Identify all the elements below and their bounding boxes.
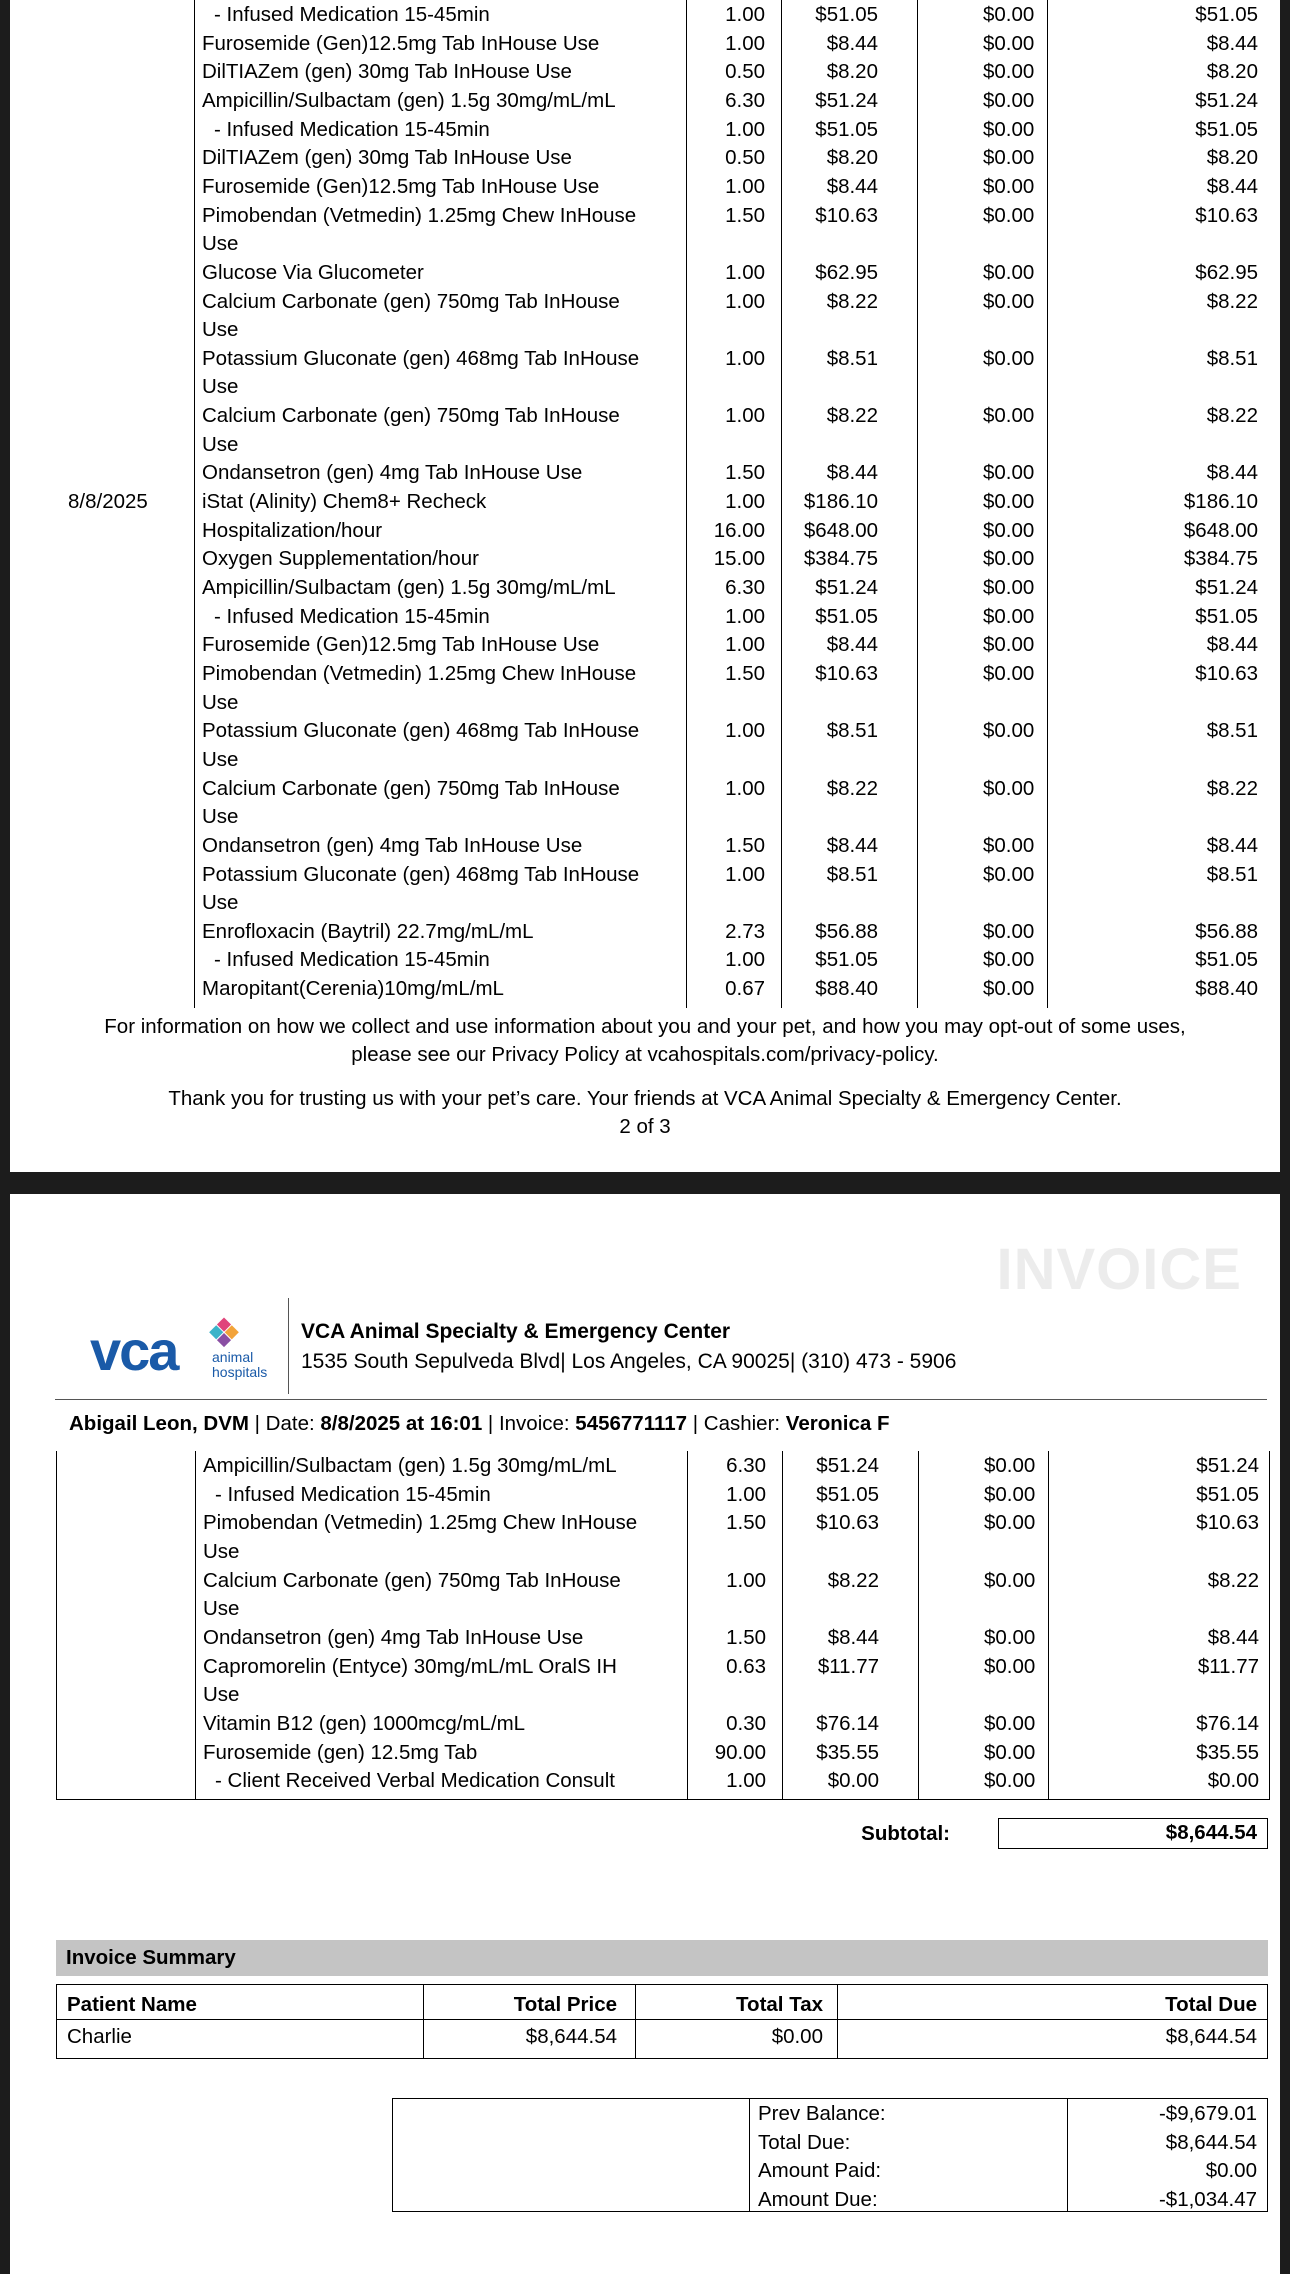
line-item-quantity: 1.00 bbox=[725, 117, 765, 141]
line-item-price: $8.22 bbox=[827, 1568, 879, 1592]
line-item-total: $8.20 bbox=[1206, 60, 1258, 84]
line-item-quantity: 1.00 bbox=[725, 260, 765, 284]
line-item-total: $51.24 bbox=[1196, 1454, 1259, 1477]
line-item-total: $186.10 bbox=[1183, 490, 1258, 514]
line-item-description: Furosemide (Gen)12.5mg Tab InHouse Use bbox=[202, 633, 600, 657]
line-item-price: $35.55 bbox=[816, 1740, 879, 1764]
line-item-description: DilTIAZem (gen) 30mg Tab InHouse Use bbox=[202, 146, 572, 170]
line-item-price: $76.14 bbox=[816, 1711, 879, 1735]
line-item-quantity: 1.00 bbox=[726, 1568, 766, 1592]
line-item-description: Ampicillin/Sulbactam (gen) 1.5g 30mg/mL/mL bbox=[202, 576, 616, 599]
line-item-description: Pimobendan (Vetmedin) 1.25mg Chew InHouse bbox=[203, 1511, 638, 1535]
line-item-description: Use bbox=[202, 805, 239, 829]
line-item-tax: $0.00 bbox=[983, 661, 1035, 685]
line-item-total: $51.05 bbox=[1195, 948, 1258, 972]
line-item-description: Pimobendan (Vetmedin) 1.25mg Chew InHouse bbox=[202, 661, 637, 685]
line-item-price: $10.63 bbox=[816, 1511, 879, 1535]
line-item-description: Calcium Carbonate (gen) 750mg Tab InHouse bbox=[203, 1568, 621, 1592]
line-item-tax: $0.00 bbox=[983, 146, 1035, 170]
line-item-description: Calcium Carbonate (gen) 750mg Tab InHouse bbox=[202, 776, 620, 800]
line-item-tax: $0.00 bbox=[984, 1482, 1036, 1506]
line-item-quantity: 0.50 bbox=[725, 146, 765, 170]
line-item-tax: $0.00 bbox=[984, 1740, 1036, 1764]
column-divider bbox=[687, 1451, 688, 1799]
line-item-quantity: 6.30 bbox=[725, 88, 765, 112]
column-divider bbox=[1047, 0, 1048, 1008]
summary-col-divider bbox=[837, 1985, 838, 2058]
summary-total-price: $8,644.54 bbox=[525, 2025, 617, 2048]
line-item-tax: $0.00 bbox=[983, 289, 1035, 313]
vca-logo bbox=[90, 1302, 280, 1382]
line-item-tax: $0.00 bbox=[983, 203, 1035, 227]
line-item-total: $8.44 bbox=[1207, 1625, 1259, 1649]
line-item-tax: $0.00 bbox=[983, 977, 1035, 1001]
invoice-info-line bbox=[69, 1412, 889, 1436]
cutoff-text-fragment bbox=[70, 2232, 76, 2256]
line-item-price: $8.44 bbox=[826, 633, 878, 657]
line-item-quantity: 1.00 bbox=[725, 346, 765, 370]
line-item-quantity: 1.00 bbox=[725, 289, 765, 313]
invoice-page-2 bbox=[10, 0, 1280, 1172]
balance-label: Prev Balance: bbox=[758, 2102, 886, 2125]
invoice-number: 5456771117 bbox=[575, 1412, 688, 1435]
line-item-total: $8.22 bbox=[1207, 1568, 1259, 1592]
line-item-tax: $0.00 bbox=[983, 260, 1035, 284]
line-item-tax: $0.00 bbox=[983, 604, 1035, 628]
line-item-total: $0.00 bbox=[1207, 1769, 1259, 1793]
thank-you-note: Thank you for trusting us with your pet’s care. Your friends at VCA Animal Specialty & Emergency Center. bbox=[168, 1087, 1122, 1110]
line-item-tax: $0.00 bbox=[983, 404, 1035, 428]
line-item-description: Ondansetron (gen) 4mg Tab InHouse Use bbox=[202, 833, 583, 857]
line-item-description: - Infused Medication 15-45min bbox=[202, 603, 490, 632]
invoice-summary-title: Invoice Summary bbox=[56, 1940, 1268, 1976]
svg-text:animal: animal bbox=[212, 1349, 254, 1365]
line-item-price: $8.44 bbox=[827, 1625, 879, 1649]
line-item-quantity: 1.00 bbox=[725, 862, 765, 886]
line-item-price: $8.22 bbox=[826, 404, 878, 428]
line-item-quantity: 0.50 bbox=[725, 60, 765, 84]
line-item-tax: $0.00 bbox=[983, 490, 1035, 514]
line-item-tax: $0.00 bbox=[983, 31, 1035, 55]
summary-total-due: $8,644.54 bbox=[1165, 2025, 1257, 2048]
line-item-description: Use bbox=[202, 432, 239, 456]
line-item-total: $8.44 bbox=[1206, 31, 1258, 55]
line-item-description: Use bbox=[203, 1539, 240, 1563]
line-item-price: $10.63 bbox=[815, 661, 878, 685]
line-item-price: $8.22 bbox=[826, 289, 878, 313]
line-item-description: Capromorelin (Entyce) 30mg/mL/mL OralS IH bbox=[203, 1654, 617, 1678]
line-item-total: $8.51 bbox=[1206, 862, 1258, 886]
line-item-tax: $0.00 bbox=[984, 1454, 1036, 1477]
line-item-description: Ondansetron (gen) 4mg Tab InHouse Use bbox=[202, 461, 583, 485]
line-item-date: 8/8/2025 bbox=[68, 490, 148, 514]
balance-col-divider bbox=[1067, 2099, 1068, 2211]
line-item-price: $51.05 bbox=[815, 604, 878, 628]
line-item-price: $88.40 bbox=[815, 977, 878, 1001]
summary-col-divider bbox=[423, 1985, 424, 2058]
line-item-total: $62.95 bbox=[1195, 260, 1258, 284]
line-item-tax: $0.00 bbox=[983, 117, 1035, 141]
line-item-quantity: 1.00 bbox=[725, 719, 765, 743]
line-item-tax: $0.00 bbox=[983, 576, 1035, 599]
page-number: 2 of 3 bbox=[619, 1115, 671, 1138]
invoice-number-label: | Invoice: bbox=[482, 1412, 576, 1435]
line-item-tax: $0.00 bbox=[983, 518, 1035, 542]
invoice-date: 8/8/2025 at 16:01 bbox=[320, 1412, 483, 1435]
summary-header-due: Total Due bbox=[1165, 1993, 1257, 2016]
line-item-description: - Infused Medication 15-45min bbox=[203, 1481, 491, 1510]
line-item-description: - Infused Medication 15-45min bbox=[202, 116, 490, 145]
line-item-tax: $0.00 bbox=[983, 547, 1035, 571]
line-item-description: - Client Received Verbal Medication Consult bbox=[203, 1767, 615, 1796]
balance-label: Total Due: bbox=[758, 2130, 851, 2154]
line-item-quantity: 0.63 bbox=[726, 1654, 766, 1678]
line-item-price: $8.51 bbox=[826, 346, 878, 370]
privacy-notice: For information on how we collect and use information about you and your pet, and how you may opt-out of some uses, bbox=[104, 1015, 1186, 1038]
line-item-price: $51.05 bbox=[816, 1482, 879, 1506]
line-item-description: Use bbox=[202, 747, 239, 771]
clinic-name: VCA Animal Specialty & Emergency Center bbox=[301, 1320, 731, 1343]
line-items-table bbox=[10, 0, 1280, 1008]
svg-text:vca: vca bbox=[90, 1319, 178, 1382]
column-divider bbox=[918, 1451, 919, 1799]
line-item-price: $51.05 bbox=[815, 948, 878, 972]
column-divider bbox=[194, 0, 195, 1008]
line-item-description: Calcium Carbonate (gen) 750mg Tab InHouse bbox=[202, 404, 620, 428]
line-item-price: $8.44 bbox=[826, 174, 878, 198]
line-item-total: $56.88 bbox=[1195, 919, 1258, 943]
line-item-total: $51.05 bbox=[1195, 3, 1258, 26]
line-item-price: $56.88 bbox=[815, 919, 878, 943]
balance-value: $8,644.54 bbox=[1165, 2130, 1257, 2154]
line-item-quantity: 1.00 bbox=[725, 604, 765, 628]
line-item-tax: $0.00 bbox=[983, 346, 1035, 370]
subtotal-label: Subtotal: bbox=[861, 1822, 950, 1845]
line-item-description: Ampicillin/Sulbactam (gen) 1.5g 30mg/mL/mL bbox=[202, 88, 616, 112]
line-item-quantity: 1.00 bbox=[725, 490, 765, 514]
header-divider bbox=[288, 1298, 289, 1394]
line-item-quantity: 1.50 bbox=[726, 1511, 766, 1535]
line-item-total: $51.05 bbox=[1196, 1482, 1259, 1506]
header-rule bbox=[55, 1399, 1267, 1400]
line-item-tax: $0.00 bbox=[983, 3, 1035, 26]
line-item-description: Potassium Gluconate (gen) 468mg Tab InHouse bbox=[202, 346, 640, 370]
line-item-price: $186.10 bbox=[803, 490, 878, 514]
line-item-total: $51.05 bbox=[1195, 117, 1258, 141]
balance-value: -$9,679.01 bbox=[1158, 2102, 1257, 2125]
line-item-total: $10.63 bbox=[1195, 661, 1258, 685]
line-item-description: Use bbox=[203, 1597, 240, 1621]
line-item-tax: $0.00 bbox=[983, 833, 1035, 857]
line-item-total: $88.40 bbox=[1195, 977, 1258, 1001]
line-item-description: Furosemide (Gen)12.5mg Tab InHouse Use bbox=[202, 174, 600, 198]
column-divider bbox=[195, 1451, 196, 1799]
column-divider bbox=[782, 1451, 783, 1799]
cashier-name: Veronica F bbox=[785, 1412, 890, 1435]
line-item-total: $8.51 bbox=[1206, 719, 1258, 743]
line-item-price: $8.44 bbox=[826, 31, 878, 55]
subtotal-value: $8,644.54 bbox=[998, 1818, 1268, 1849]
line-item-quantity: 1.50 bbox=[725, 661, 765, 685]
line-item-tax: $0.00 bbox=[983, 174, 1035, 198]
clinic-address: 1535 South Sepulveda Blvd| Los Angeles, CA 90025| (310) 473 - 5906 bbox=[301, 1350, 957, 1373]
line-item-description: Hospitalization/hour bbox=[202, 518, 383, 542]
invoice-watermark: INVOICE bbox=[996, 1237, 1242, 1302]
summary-col-divider bbox=[635, 1985, 636, 2058]
balance-label: Amount Due: bbox=[758, 2187, 878, 2211]
svg-text:hospitals: hospitals bbox=[212, 1364, 268, 1380]
line-item-quantity: 1.00 bbox=[725, 633, 765, 657]
line-item-quantity: 2.73 bbox=[725, 919, 765, 943]
balance-col-divider bbox=[749, 2099, 750, 2211]
line-item-price: $8.51 bbox=[826, 862, 878, 886]
line-item-tax: $0.00 bbox=[983, 919, 1035, 943]
line-item-price: $51.24 bbox=[816, 1454, 879, 1477]
column-divider bbox=[1048, 1451, 1049, 1799]
line-item-quantity: 0.30 bbox=[726, 1711, 766, 1735]
summary-header-tax: Total Tax bbox=[736, 1993, 823, 2016]
line-item-description: Use bbox=[202, 690, 239, 714]
line-item-quantity: 16.00 bbox=[713, 518, 765, 542]
line-item-description: Use bbox=[202, 232, 239, 256]
line-item-quantity: 6.30 bbox=[725, 576, 765, 599]
line-item-quantity: 0.67 bbox=[725, 977, 765, 1001]
line-item-quantity: 1.00 bbox=[725, 404, 765, 428]
vca-logo-icon bbox=[90, 1302, 280, 1382]
line-item-price: $8.44 bbox=[826, 833, 878, 857]
line-item-price: $51.24 bbox=[815, 88, 878, 112]
balance-value: -$1,034.47 bbox=[1158, 2187, 1257, 2211]
line-item-quantity: 1.00 bbox=[725, 948, 765, 972]
invoice-summary-table bbox=[56, 1984, 1268, 2059]
line-item-tax: $0.00 bbox=[984, 1654, 1036, 1678]
line-item-price: $8.44 bbox=[826, 461, 878, 485]
line-item-description: Calcium Carbonate (gen) 750mg Tab InHouse bbox=[202, 289, 620, 313]
line-item-total: $8.44 bbox=[1206, 633, 1258, 657]
column-divider bbox=[917, 0, 918, 1008]
line-item-description: - Infused Medication 15-45min bbox=[202, 1, 490, 30]
line-item-total: $8.22 bbox=[1206, 404, 1258, 428]
invoice-page-3 bbox=[10, 1194, 1280, 2274]
line-item-quantity: 1.50 bbox=[725, 203, 765, 227]
line-item-quantity: 1.00 bbox=[725, 174, 765, 198]
balance-box bbox=[392, 2098, 1268, 2212]
line-item-description: Ampicillin/Sulbactam (gen) 1.5g 30mg/mL/mL bbox=[203, 1454, 617, 1477]
line-item-total: $384.75 bbox=[1183, 547, 1258, 571]
line-item-quantity: 1.00 bbox=[726, 1482, 766, 1506]
doctor-name: Abigail Leon, DVM bbox=[69, 1412, 249, 1435]
privacy-notice-url: please see our Privacy Policy at vcahospitals.com/privacy-policy. bbox=[351, 1043, 939, 1066]
line-item-total: $8.44 bbox=[1206, 174, 1258, 198]
line-item-price: $62.95 bbox=[815, 260, 878, 284]
line-item-total: $11.77 bbox=[1197, 1654, 1259, 1678]
line-item-price: $0.00 bbox=[827, 1769, 879, 1793]
line-item-quantity: 15.00 bbox=[713, 547, 765, 571]
line-item-price: $51.05 bbox=[815, 3, 878, 26]
line-item-price: $51.24 bbox=[815, 576, 878, 599]
line-item-description: Use bbox=[202, 318, 239, 342]
line-item-total: $8.51 bbox=[1206, 346, 1258, 370]
summary-row-divider bbox=[57, 2019, 1267, 2020]
cashier-label: | Cashier: bbox=[687, 1412, 786, 1435]
line-item-description: Potassium Gluconate (gen) 468mg Tab InHouse bbox=[202, 862, 640, 886]
line-item-total: $8.22 bbox=[1206, 289, 1258, 313]
line-item-price: $11.77 bbox=[817, 1654, 879, 1678]
line-items-table bbox=[56, 1451, 1270, 1800]
line-item-description: Maropitant(Cerenia)10mg/mL/mL bbox=[202, 977, 504, 1001]
line-item-price: $8.51 bbox=[826, 719, 878, 743]
line-item-quantity: 6.30 bbox=[726, 1454, 766, 1477]
column-divider bbox=[781, 0, 782, 1008]
line-item-total: $648.00 bbox=[1183, 518, 1258, 542]
line-item-total: $51.24 bbox=[1195, 576, 1258, 599]
line-item-quantity: 1.00 bbox=[726, 1769, 766, 1793]
line-item-total: $8.22 bbox=[1206, 776, 1258, 800]
line-item-tax: $0.00 bbox=[983, 88, 1035, 112]
line-item-price: $384.75 bbox=[803, 547, 878, 571]
line-item-tax: $0.00 bbox=[983, 776, 1035, 800]
line-item-price: $51.05 bbox=[815, 117, 878, 141]
column-divider bbox=[686, 0, 687, 1008]
line-item-description: Use bbox=[203, 1683, 240, 1707]
line-item-description: Glucose Via Glucometer bbox=[202, 260, 424, 284]
line-item-total: $10.63 bbox=[1195, 203, 1258, 227]
line-item-tax: $0.00 bbox=[983, 633, 1035, 657]
line-item-quantity: 1.50 bbox=[726, 1625, 766, 1649]
line-item-total: $35.55 bbox=[1196, 1740, 1259, 1764]
date-label: | Date: bbox=[248, 1412, 321, 1435]
line-item-tax: $0.00 bbox=[984, 1568, 1036, 1592]
line-item-tax: $0.00 bbox=[984, 1769, 1036, 1793]
line-item-total: $51.05 bbox=[1195, 604, 1258, 628]
line-item-tax: $0.00 bbox=[983, 948, 1035, 972]
line-item-total: $8.44 bbox=[1206, 461, 1258, 485]
line-item-tax: $0.00 bbox=[984, 1711, 1036, 1735]
line-item-description: Potassium Gluconate (gen) 468mg Tab InHouse bbox=[202, 719, 640, 743]
line-item-tax: $0.00 bbox=[983, 60, 1035, 84]
line-item-quantity: 1.00 bbox=[725, 3, 765, 26]
line-item-total: $10.63 bbox=[1196, 1511, 1259, 1535]
summary-header-patient: Patient Name bbox=[67, 1993, 197, 2016]
line-item-quantity: 1.00 bbox=[725, 31, 765, 55]
line-item-price: $8.20 bbox=[826, 60, 878, 84]
summary-patient-name: Charlie bbox=[67, 2025, 132, 2048]
balance-label: Amount Paid: bbox=[758, 2159, 882, 2182]
line-item-description: Pimobendan (Vetmedin) 1.25mg Chew InHouse bbox=[202, 203, 637, 227]
line-item-total: $51.24 bbox=[1195, 88, 1258, 112]
summary-total-tax: $0.00 bbox=[771, 2025, 823, 2048]
line-item-tax: $0.00 bbox=[983, 862, 1035, 886]
line-item-tax: $0.00 bbox=[983, 461, 1035, 485]
summary-header-price: Total Price bbox=[513, 1993, 617, 2016]
line-item-description: Furosemide (Gen)12.5mg Tab InHouse Use bbox=[202, 31, 600, 55]
line-item-quantity: 90.00 bbox=[714, 1740, 766, 1764]
line-item-tax: $0.00 bbox=[984, 1625, 1036, 1649]
line-item-price: $648.00 bbox=[803, 518, 878, 542]
line-item-tax: $0.00 bbox=[983, 719, 1035, 743]
line-item-quantity: 1.50 bbox=[725, 461, 765, 485]
line-item-description: Use bbox=[202, 891, 239, 915]
line-item-price: $8.20 bbox=[826, 146, 878, 170]
invoice-header bbox=[10, 1194, 1280, 1435]
line-item-description: Oxygen Supplementation/hour bbox=[202, 547, 479, 571]
line-item-quantity: 1.50 bbox=[725, 833, 765, 857]
line-item-price: $8.22 bbox=[826, 776, 878, 800]
line-item-description: iStat (Alinity) Chem8+ Recheck bbox=[202, 490, 487, 514]
line-item-description: - Infused Medication 15-45min bbox=[202, 946, 490, 975]
line-item-description: Ondansetron (gen) 4mg Tab InHouse Use bbox=[203, 1625, 584, 1649]
line-item-description: Vitamin B12 (gen) 1000mcg/mL/mL bbox=[203, 1711, 526, 1735]
line-item-total: $8.20 bbox=[1206, 146, 1258, 170]
line-item-description: DilTIAZem (gen) 30mg Tab InHouse Use bbox=[202, 60, 572, 84]
line-item-tax: $0.00 bbox=[984, 1511, 1036, 1535]
line-item-description: Furosemide (gen) 12.5mg Tab bbox=[203, 1740, 478, 1764]
line-item-quantity: 1.00 bbox=[725, 776, 765, 800]
line-item-description: Enrofloxacin (Baytril) 22.7mg/mL/mL bbox=[202, 919, 534, 943]
line-item-total: $76.14 bbox=[1196, 1711, 1259, 1735]
line-item-price: $10.63 bbox=[815, 203, 878, 227]
footer bbox=[10, 1013, 1280, 1141]
line-item-total: $8.44 bbox=[1206, 833, 1258, 857]
balance-value: $0.00 bbox=[1205, 2159, 1257, 2182]
line-item-description: Use bbox=[202, 375, 239, 399]
